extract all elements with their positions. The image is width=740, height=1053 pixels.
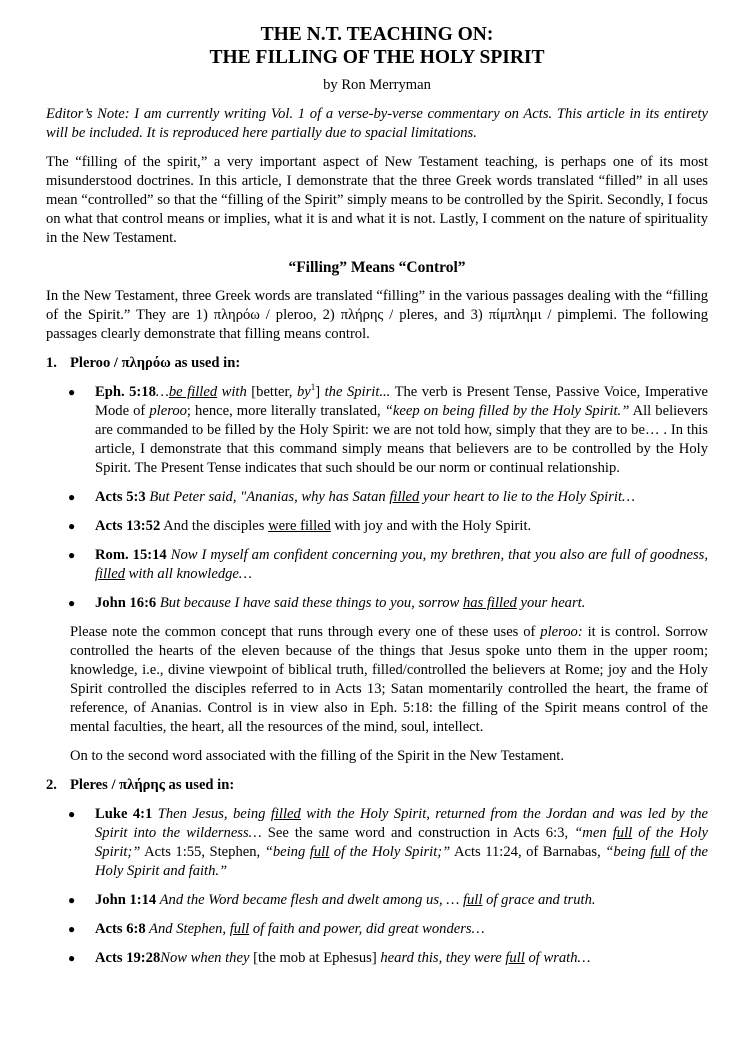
title-line-2: THE FILLING OF THE HOLY SPIRIT	[209, 47, 545, 68]
list-item-acts-6-8: ● Acts 6:8 And Stephen, full of faith and power, did great wonders…	[68, 921, 485, 937]
underlined-word: filled	[389, 489, 420, 505]
verse-ref: Acts 6:8	[95, 921, 146, 937]
list-item-john-16-6: ● John 16:6 But because I have said these things to you, sorrow has filled your heart.	[68, 595, 586, 611]
underlined-word: full	[505, 950, 525, 966]
bullet-icon: ●	[68, 807, 76, 821]
footnote-marker: 1	[310, 382, 316, 393]
underlined-word: be filled	[168, 384, 218, 400]
underlined-word: were filled	[268, 518, 331, 534]
list-item-acts-5-3: ● Acts 5:3 But Peter said, "Ananias, why has Satan filled your heart to lie to the Holy Spirit…	[68, 489, 635, 505]
byline: by Ron Merryman	[323, 77, 431, 93]
underlined-word: full	[309, 844, 330, 860]
underlined-word: full	[229, 921, 250, 937]
underlined-word: filled	[270, 806, 301, 822]
bullet-icon: ●	[68, 951, 76, 965]
verse-ref: John 16:6	[95, 595, 157, 611]
underlined-word: filled	[95, 566, 125, 582]
verse-ref: Acts 5:3	[95, 489, 146, 505]
list-heading-text: Pleres / πλήρης as used in:	[70, 777, 235, 793]
list-number: 2.	[46, 777, 57, 793]
verse-ref: Acts 19:28	[95, 950, 161, 966]
intro-paragraph: The “filling of the spirit,” a very important aspect of New Testament teaching, is perhaps one of its most misunderstood doctrines. In this article, I demonstrate that the three Greek words translated “filled” in all uses mean “controlled” so that the “filling of the Spirit” simply means to be controlled by the Spirit. Secondly, I focus on what that control means or implies, what it is and what it is not. Lastly, I comment on the nature of spirituality in the New Testament.	[46, 154, 708, 246]
underlined-word: full	[612, 825, 633, 841]
section-intro-paragraph: In the New Testament, three Greek words are translated “filling” in the various passages dealing with the “filling of the Spirit.” They are 1) πληρόω / pleroo, 2) πλήρης / pleres, and 3) πίμπλημι / pimplemi. The following passages clearly demonstrate that filling means control.	[46, 288, 708, 342]
bullet-icon: ●	[68, 893, 76, 907]
second-word-paragraph: On to the second word associated with the filling of the Spirit in the New Testament.	[70, 748, 564, 764]
underlined-word: has filled	[462, 595, 517, 611]
note-paragraph: Please note the common concept that runs through every one of these uses of pleroo: it is control. Sorrow controlled the hearts of the eleven because of the things that Jesus spoke unto them in the upper room; knowledge, i.e., divine viewpoint of biblical truth, filled/controlled the believers at Rome; joy and the Holy Spirit controlled the disciples referred to in Acts 13; Satan momentarily controlled the heart, the frame of reference, of Ananias. Control is in view also in Eph. 5:18: the filling of the Spirit means control of the mental faculties, the heart, all the resources of the mind, soul, intellect.	[70, 624, 708, 735]
pleroo-list	[46, 383, 708, 613]
verse-ref: Acts 13:52	[95, 518, 161, 534]
page-title	[46, 23, 708, 69]
bullet-icon: ●	[68, 385, 76, 399]
list-heading-text: Pleroo / πληρόω as used in:	[70, 355, 241, 371]
bullet-icon: ●	[68, 596, 76, 610]
list-item-acts-13-52: ● Acts 13:52 And the disciples were filled with joy and with the Holy Spirit.	[68, 518, 532, 534]
pleres-list	[46, 805, 708, 968]
list-item-john-1-14: ● John 1:14 And the Word became flesh and dwelt among us, … full of grace and truth.	[68, 892, 596, 908]
list-number: 1.	[46, 355, 57, 371]
bullet-icon: ●	[68, 922, 76, 936]
list-heading-pleres	[46, 776, 708, 795]
verse-ref: Luke 4:1	[95, 806, 153, 822]
underlined-word: full	[462, 892, 483, 908]
underlined-word: full	[650, 844, 670, 860]
verse-ref: John 1:14	[95, 892, 157, 908]
section-heading: “Filling” Means “Control”	[288, 259, 466, 276]
list-item-rom-15-14: ● Rom. 15:14 Now I myself am confident concerning you, my brethren, that you also are full of goodness, filled with all knowledge…	[68, 547, 708, 582]
document-page	[46, 0, 708, 968]
list-heading-pleroo	[46, 354, 708, 373]
title-line-1: THE N.T. TEACHING ON:	[260, 24, 494, 45]
editor-note: Editor’s Note: I am currently writing Vol. 1 of a verse-by-verse commentary on Acts. This article in its entirety will be included. It is reproduced here partially due to spacial limitations.	[46, 106, 708, 141]
list-item-acts-19-28: ● Acts 19:28Now when they [the mob at Ephesus] heard this, they were full of wrath…	[68, 950, 591, 966]
list-item-eph-5-18: ● Eph. 5:18…be filled with [better, $by^1$] the Spirit... The verb is Present Tense, Passive Voice, Imperative Mode of pleroo; hence, more literally translated, “keep on being filled by the Holy Spirit.” All believers are commanded to be filled by the Holy Spirit: we are not told how, simply that they are to be… . In this article, I demonstrate that this command simply means that believers are to be controlled by the Holy Spirit. The Present Tense indicates that such should be our norm or continual relationship.	[68, 382, 708, 476]
bullet-icon: ●	[68, 490, 76, 504]
list-item-luke-4-1: ● Luke 4:1 Then Jesus, being filled with the Holy Spirit, returned from the Jordan and was led by the Spirit into the wilderness… See the same word and construction in Acts 6:3, “men full of the Holy Spirit;” Acts 1:55, Stephen, “being full of the Holy Spirit;” Acts 11:24, of Barnabas, “being full of the Holy Spirit and faith.”	[68, 806, 708, 879]
bullet-icon: ●	[68, 548, 76, 562]
bullet-icon: ●	[68, 519, 76, 533]
verse-ref: Eph. 5:18	[95, 384, 156, 400]
verse-ref: Rom. 15:14	[95, 547, 167, 563]
